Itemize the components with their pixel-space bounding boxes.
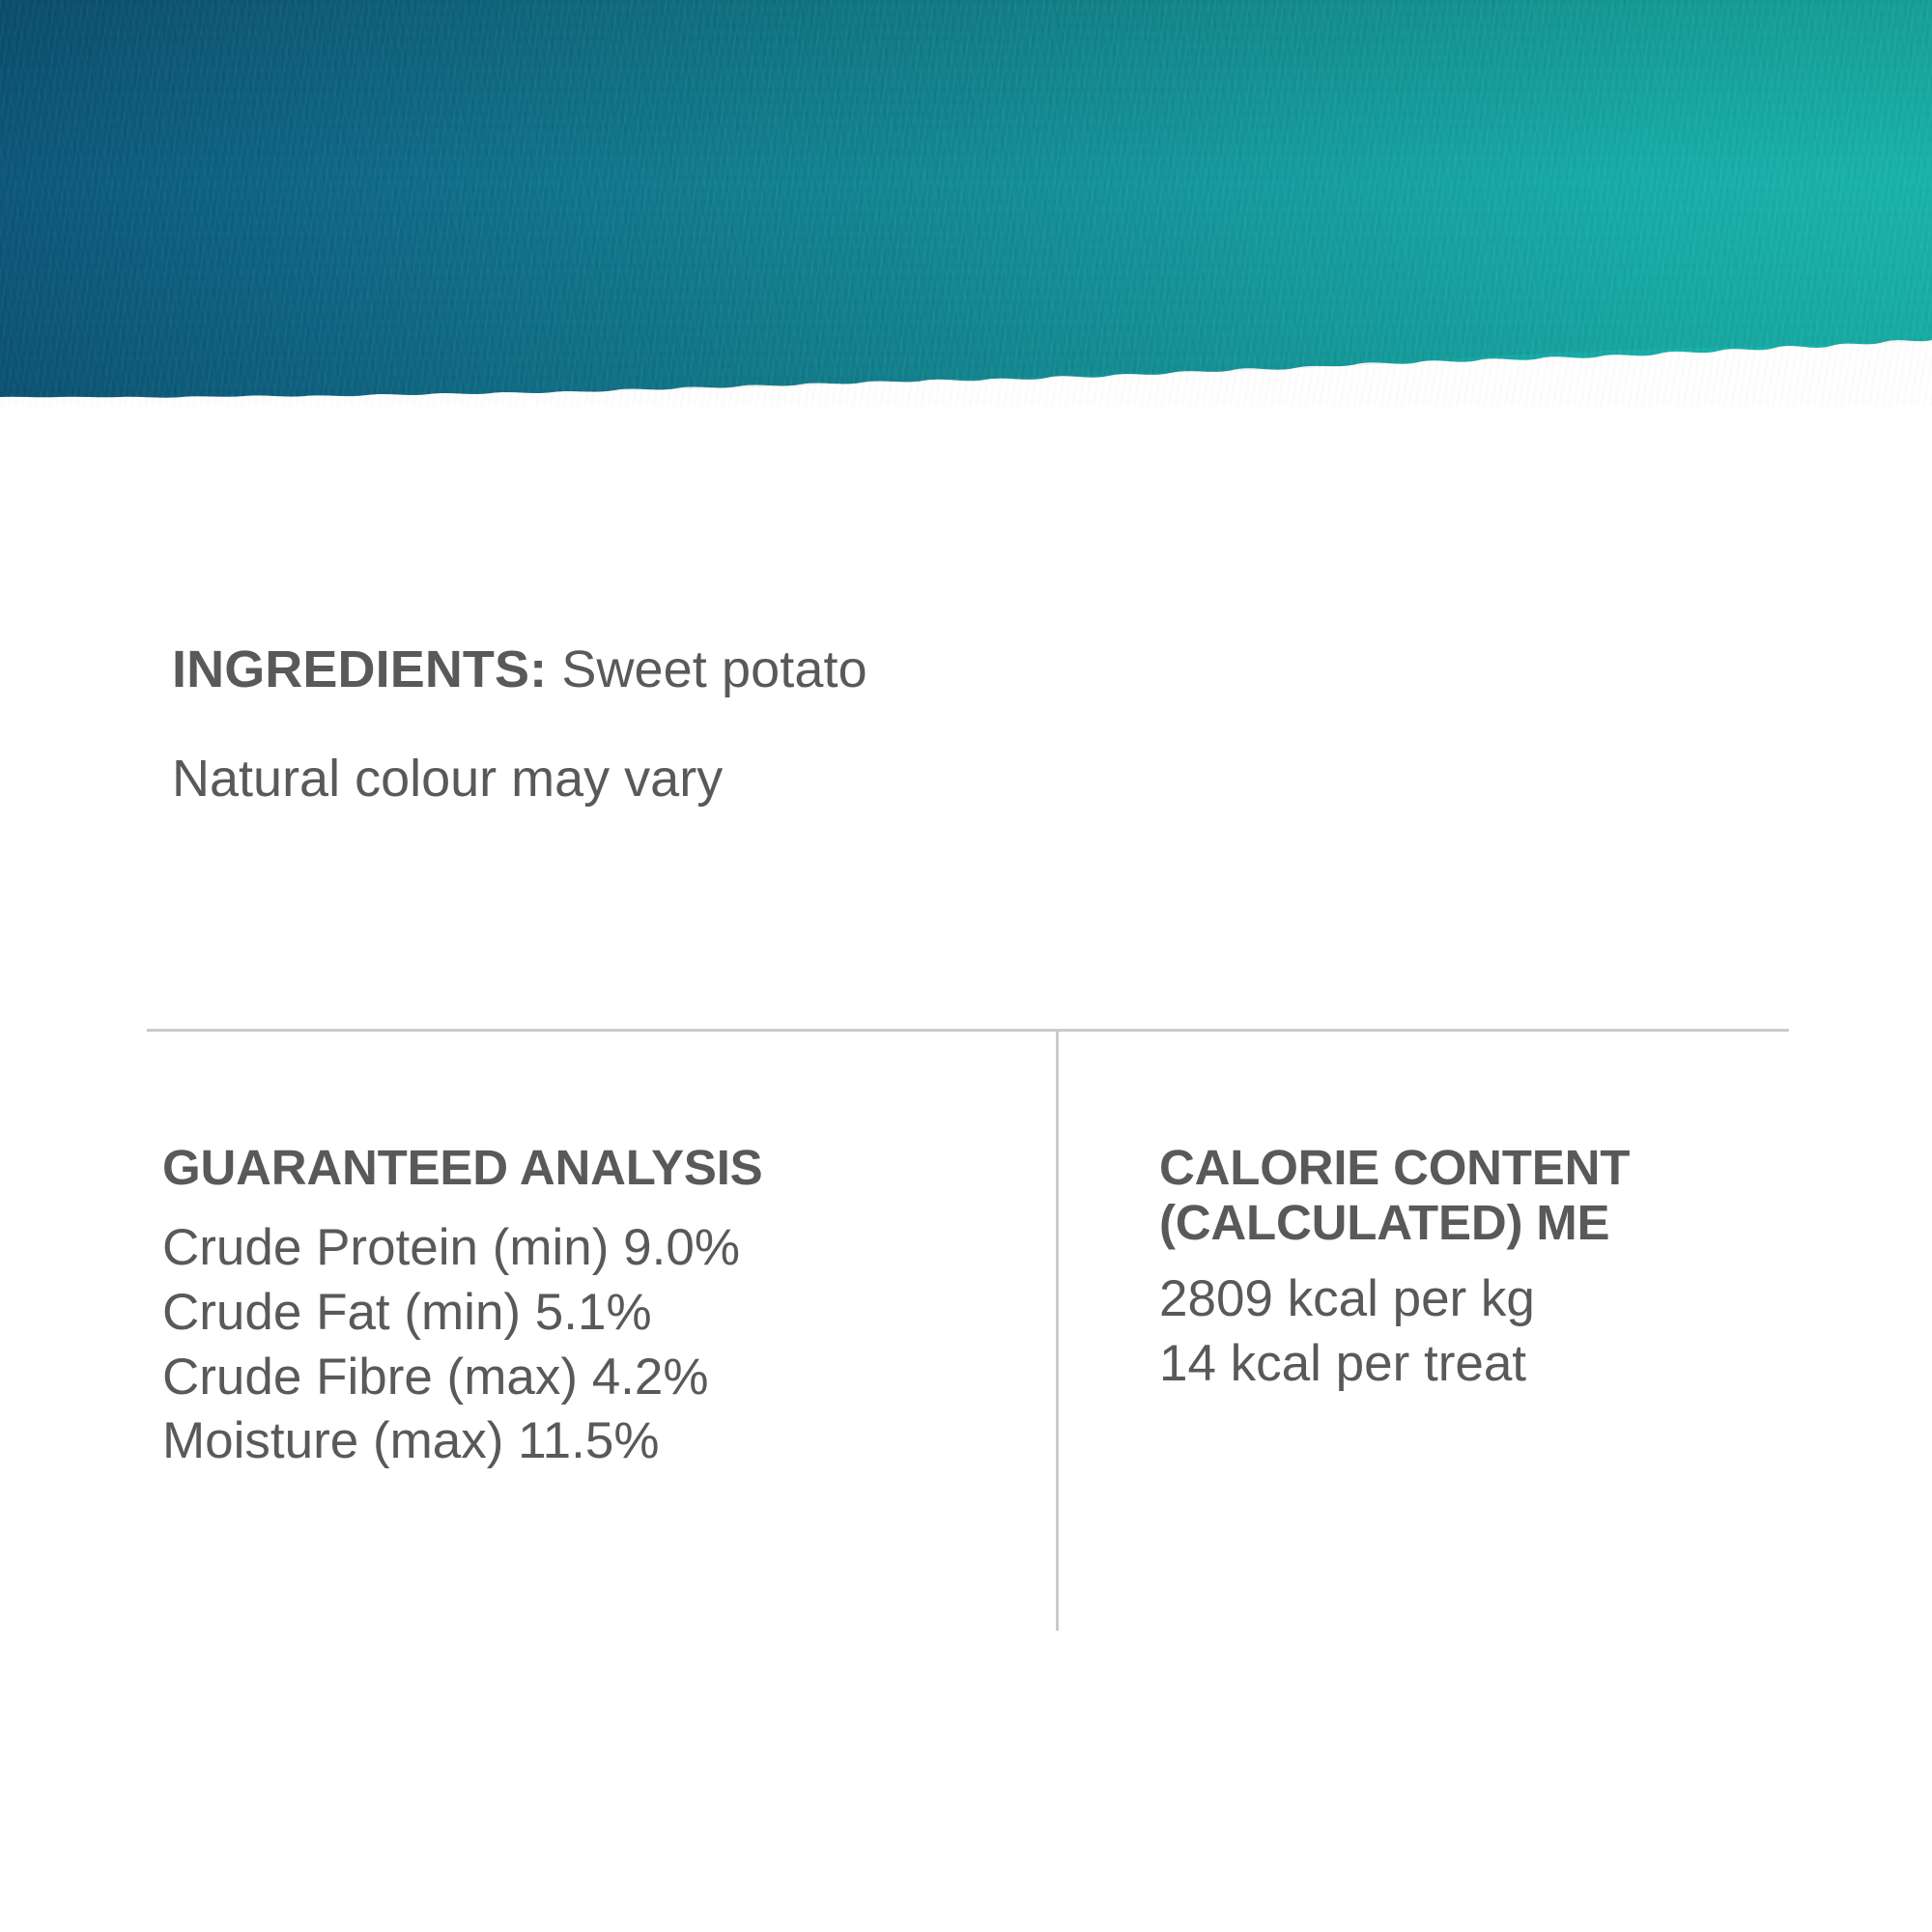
calorie-content-title — [1159, 1140, 1835, 1250]
ingredients-line — [172, 642, 1814, 697]
calorie-content-title-line1: CALORIE CONTENT — [1159, 1140, 1631, 1195]
header-banner — [0, 0, 1932, 406]
guaranteed-analysis-panel — [162, 1140, 1012, 1474]
calorie-content-title-line2: (CALCULATED) ME — [1159, 1195, 1610, 1251]
guaranteed-analysis-row: Crude Fat (min) 5.1% — [162, 1283, 652, 1341]
guaranteed-analysis-row: Crude Fibre (max) 4.2% — [162, 1348, 709, 1406]
guaranteed-analysis-row: Crude Protein (min) 9.0% — [162, 1219, 740, 1277]
vertical-divider — [1056, 1032, 1059, 1631]
calorie-content-row: 2809 kcal per kg — [1159, 1270, 1535, 1328]
horizontal-divider — [147, 1029, 1789, 1032]
ingredients-value: Sweet potato — [561, 640, 867, 698]
ingredients-block — [172, 642, 1814, 806]
calorie-content-row: 14 kcal per treat — [1159, 1334, 1527, 1392]
ingredients-note: Natural colour may vary — [172, 749, 724, 808]
guaranteed-analysis-title: GUARANTEED ANALYSIS — [162, 1140, 763, 1195]
calorie-content-panel — [1159, 1140, 1835, 1397]
guaranteed-analysis-row: Moisture (max) 11.5% — [162, 1412, 660, 1470]
banner-brush-texture-overlay — [0, 0, 1932, 406]
ingredients-label: INGREDIENTS: — [172, 640, 548, 698]
